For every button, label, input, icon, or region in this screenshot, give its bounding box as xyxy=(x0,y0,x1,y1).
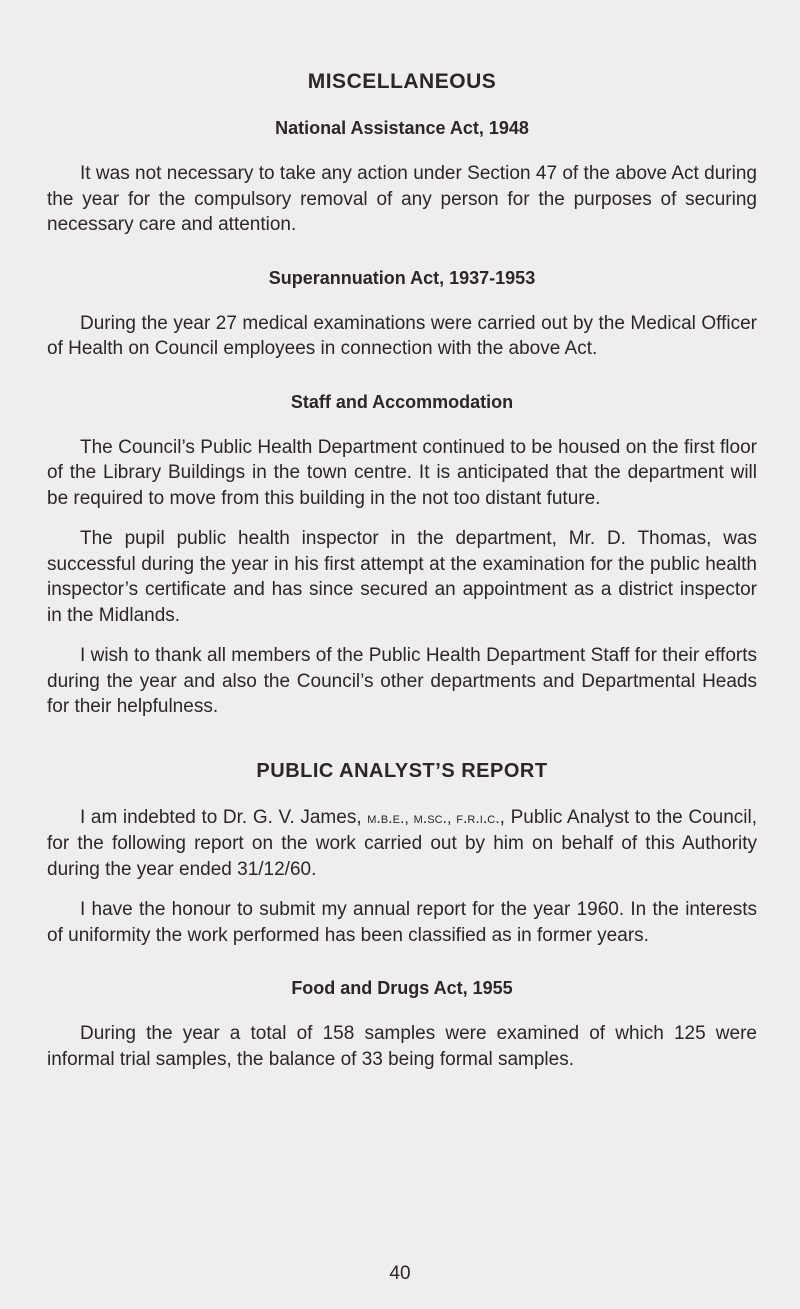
qualifications: m.b.e., m.sc., f.r.i.c. xyxy=(367,809,500,827)
paragraph-staff-2: The pupil public health inspector in the department, Mr. D. Thomas, was successful during the year in his first attempt at the examination for the public health inspector’s certificate and has since secured an appointment as a district inspector in the Midlands. xyxy=(47,528,757,626)
paragraph-food-drugs: During the year a total of 158 samples were examined of which 125 were informal trial samples, the balance of 33 being formal samples. xyxy=(47,1023,757,1070)
section-heading-national-assistance: National Assistance Act, 1948 xyxy=(275,118,529,138)
document-page xyxy=(47,70,757,1087)
section-heading-superannuation: Superannuation Act, 1937-1953 xyxy=(268,267,536,288)
page-number: 40 xyxy=(389,1263,411,1284)
section-heading-food-drugs: Food and Drugs Act, 1955 xyxy=(291,978,513,998)
section-heading-staff: Staff and Accommodation xyxy=(290,391,514,412)
paragraph-staff-3: I wish to thank all members of the Public Health Department Staff for their efforts during the year and also the Council’s other departments and Departmental Heads for their helpfulness. xyxy=(47,645,757,717)
paragraph-superannuation: During the year 27 medical examinations were carried out by the Medical Officer of Health on Council employees in connection with the above Act. xyxy=(47,312,757,359)
report-intro-before: I am indebted to Dr. G. V. James, xyxy=(80,806,368,828)
paragraph-staff-1: The Council’s Public Health Department continued to be housed on the first floor of the Library Buildings in the town centre. It is anticipated that the department will be required to move from this building in the not too distant future. xyxy=(47,436,757,509)
page-title: MISCELLANEOUS xyxy=(307,70,497,93)
paragraph-national-assistance: It was not necessary to take any action under Section 47 of the above Act during the year for the compulsory removal of any person for the purposes of securing necessary care and attention. xyxy=(47,163,757,235)
report-title: PUBLIC ANALYST’S REPORT xyxy=(256,759,548,782)
paragraph-report-2: I have the honour to submit my annual report for the year 1960. In the interests of uniformity the work performed has been classified as in former years. xyxy=(47,899,757,946)
paragraph-report-intro xyxy=(47,805,757,883)
report-intro-after: , Public Analyst to the Council, for the following report on the work carried out by him on behalf of this Authority during the year ended 31/12/60. xyxy=(47,806,757,880)
